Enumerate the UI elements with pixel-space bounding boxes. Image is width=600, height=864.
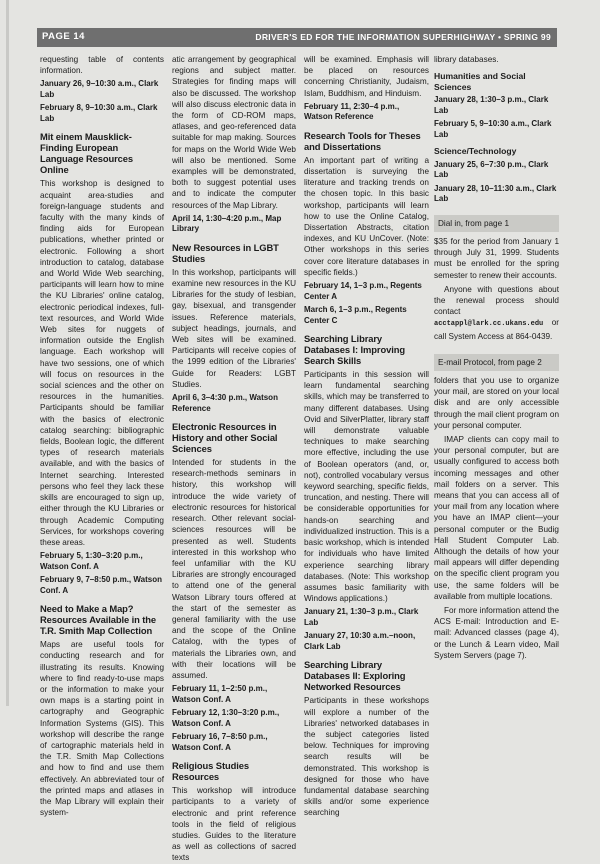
workshop-description: In this workshop, participants will examine new resources in the KU Libraries for the study of lesbian, gay, bisexual, and transgender issues. Reference materials, subject headings, journals, and Web sites will be examined. Participants will receive copies of the 1999 edition of the Libraries' Guide for Readers: LGBT Studies. [172, 267, 296, 389]
session-date: February 9, 7–8:50 p.m., Watson Conf. A [40, 575, 162, 595]
column-4 [434, 54, 559, 700]
workshop-title: Searching Library Databases II: Exploring Networked Resources [304, 659, 406, 693]
workshop-description: atic arrangement by geographical regions and subject matter. Strategies for finding maps will also be discussed. The workshop will also discuss electronic data in the form of CD-ROM maps, atlases, and geo-referenced data suitable for map making. Sources for maps on the World Wide Web will also be mentioned. Some examples will be demonstrated, both to suggest potential uses and to indicate the computer resources of the Map Library. [172, 55, 296, 210]
session-date: January 21, 1:30–3 p.m., Clark Lab [304, 607, 419, 627]
running-header [37, 28, 557, 47]
column-2 [172, 54, 296, 863]
workshop-description: This workshop will introduce participants to a variety of electronic and print reference tools in the field of religious studies. Guides to the literature as well as collections of sacred texts [172, 786, 296, 863]
session-date: January 26, 9–10:30 a.m., Clark Lab [40, 79, 159, 99]
column-1 [40, 54, 164, 818]
workshop-description: will be examined. Emphasis will be placed on resources concerning Christianity, Judaism, Islam, Buddhism, and Hinduism. [304, 55, 429, 98]
workshop-description: Intended for students in the research-methods seminars in history, this workshop will introduce the wide variety of electronic resources for historical research. Other relevant social-sciences resources will be presented as well. Students interested in this workshop who feel unfamiliar with the KU Libraries are strongly encouraged to attend one of the general Watson Library tours offered at the start of the semester as general familiarity with the use and the scope of the Online Catalog, with the types of materials the Libraries own, and with their locations will be assumed. [172, 458, 296, 680]
workshop-description: An important part of writing a dissertation is surveying the literature and tracking trends on the chosen topic. In this basic workshop, participants will learn how to use the Online Catalog, Dissertation Abstracts, citation indexes, and KU UnCover. (Note: Other workshops in this series cover core literature databases in specific fields.) [304, 155, 429, 277]
workshop-title: New Resources in LGBT Studies [172, 241, 279, 264]
session-date: February 11, 2:30–4 p.m., Watson Reference [304, 101, 400, 122]
session-date: January 27, 10:30 a.m.–noon, Clark Lab [304, 631, 416, 651]
contact-email: acctappl@lark.cc.ukans.edu [434, 320, 544, 329]
session-date: January 28, 10–11:30 a.m., Clark Lab [434, 183, 557, 204]
workshop-title: Research Tools for Theses and Dissertations [304, 129, 421, 152]
session-date: January 28, 1:30–3 p.m., Clark Lab [434, 95, 549, 115]
workshop-title: Need to Make a Map? Resources Available in the T.R. Smith Map Collection [40, 603, 157, 637]
page-number: PAGE 14 [42, 31, 85, 42]
email-paragraph: For more information attend the ACS E-mail: Introduction and E-mail: Advanced classes (page 4), or the Lunch & Learn video, Mail System Servers (page 7). [434, 606, 559, 660]
session-date: January 25, 6–7:30 p.m., Clark Lab [434, 159, 549, 180]
session-date: April 14, 1:30–4:20 p.m., Map Library [172, 213, 282, 234]
session-date: February 16, 7–8:50 p.m., Watson Conf. A [172, 732, 268, 752]
running-title: DRIVER'S ED FOR THE INFORMATION SUPERHIGHWAY • SPRING 99 [255, 32, 551, 42]
workshop-title: Electronic Resources in History and other Social Sciences [172, 421, 278, 455]
session-date: February 12, 1:30–3:20 p.m., Watson Conf. A [172, 708, 280, 728]
section-title: Humanities and Social Sciences [434, 71, 526, 92]
workshop-description: This workshop is designed to acquaint area-studies and foreign-language students and faculty with the many kinds of finding aids for European publications, whether printed or electronic. Following a short introduction to catalog, database and World Wide Web searching, participants will learn how to mine the KU Libraries' online catalog, electronic periodical indexes, full-text resources, and World Wide Web sites for nuggets of information outside the English language. Each workshop will have two sessions, one of which will focus on resources in the social sciences and the other on resources in the humanities. Participants should be familiar with the basics of electronic catalog searching: bibliographic fields, Boolean logic, the different types of research materials available, and with the basics of Internet searching. Interested persons who feel they lack these skills are encouraged to sign up, either through the KU Libraries or through Academic Computing Services, for workshops covering these areas. [40, 179, 164, 547]
dialin-contact-text-end: or call System Access at 864-0439. [434, 318, 559, 341]
dialin-paragraph: $35 for the period from January 1 through July 31, 1999. Students must be enrolled for the spring semester to renew their accounts. [434, 236, 559, 280]
session-date: March 6, 1–3 p.m., Regents Center C [304, 305, 407, 325]
dialin-contact-paragraph [434, 284, 559, 342]
session-date: February 14, 1–3 p.m., Regents Center A [304, 281, 422, 301]
section-title: Science/Technology [434, 146, 517, 157]
session-date: February 8, 9–10:30 a.m., Clark Lab [40, 103, 158, 123]
session-date: February 11, 1–2:50 p.m., Watson Conf. A [172, 684, 268, 704]
email-paragraph: folders that you use to organize your mail, are stored on your local disk and are only accessible through the mail client program on your personal computer. [434, 375, 559, 430]
session-date: February 5, 9–10:30 a.m., Clark Lab [434, 119, 552, 139]
dialin-contact-text: Anyone with questions about the renewal process should contact [434, 284, 559, 317]
email-paragraph: IMAP clients can copy mail to your personal computer, but are usually configured to access both incoming messages and other mail folders on a server. This means that you can access all of your mail from any location where you have an IMAP client—your personal computer or the Budig Hall Student Computer Lab. Although the details of how your mail appears will differ depending on the specific client program you use, the same folders will be available from multiple locations. [434, 434, 559, 601]
continuation-box-email: E-mail Protocol, from page 2 [434, 354, 559, 371]
column-4-intro: library databases. [434, 55, 499, 64]
session-date: April 6, 3–4:30 p.m., Watson Reference [172, 393, 278, 413]
column-3 [304, 54, 429, 818]
workshop-title: Religious Studies Resources [172, 760, 249, 783]
workshop-title: Searching Library Databases I: Improving Search Skills [304, 333, 405, 367]
binding-edge [6, 0, 9, 706]
workshop-description: Participants in these workshops will explore a number of the Libraries' networked databases in the subject categories listed below. Techniques for improving search results will be demonstrated. This workshop is designed for those who have fundamental database searching skills and/or some experience searching [304, 696, 429, 818]
session-date: February 5, 1:30–3:20 p.m., Watson Conf. A [40, 551, 143, 571]
continuation-box-dialin: Dial in, from page 1 [434, 215, 559, 232]
workshop-description: requesting table of contents information. [40, 55, 164, 76]
workshop-description: Participants in this session will learn fundamental searching skills, which may be transferred to many different databases. Using Ovid and SilverPlatter, library staff will demonstrate valuable techniques to make searching more effective, including the use of Boolean operators (and, or, not), controlled vocabulary versus keyword searching, specific fields, truncation, and nesting. There will be considerable opportunities for hands-on searching and individualized instruction. This is a basic workshop, which is intended for individuals who have limited experience searching library databases. (Note: This workshop assumes basic familiarity with Windows applications.) [304, 370, 429, 604]
workshop-title: Mit einem Mausklick-Finding European Language Resources Online [40, 131, 134, 176]
workshop-description: Maps are useful tools for conducting research and for illustrating its results. Knowing where to find ready-to-use maps or the information to make your own maps is a starting point in cartography and Geographic Information Systems (GIS). This workshop will describe the range of cartographic materials held in the T.R. Smith Map Collections and how to find and use them effectively. An abbreviated tour of the printed maps and atlases in the Map Library will explain their system- [40, 640, 164, 818]
